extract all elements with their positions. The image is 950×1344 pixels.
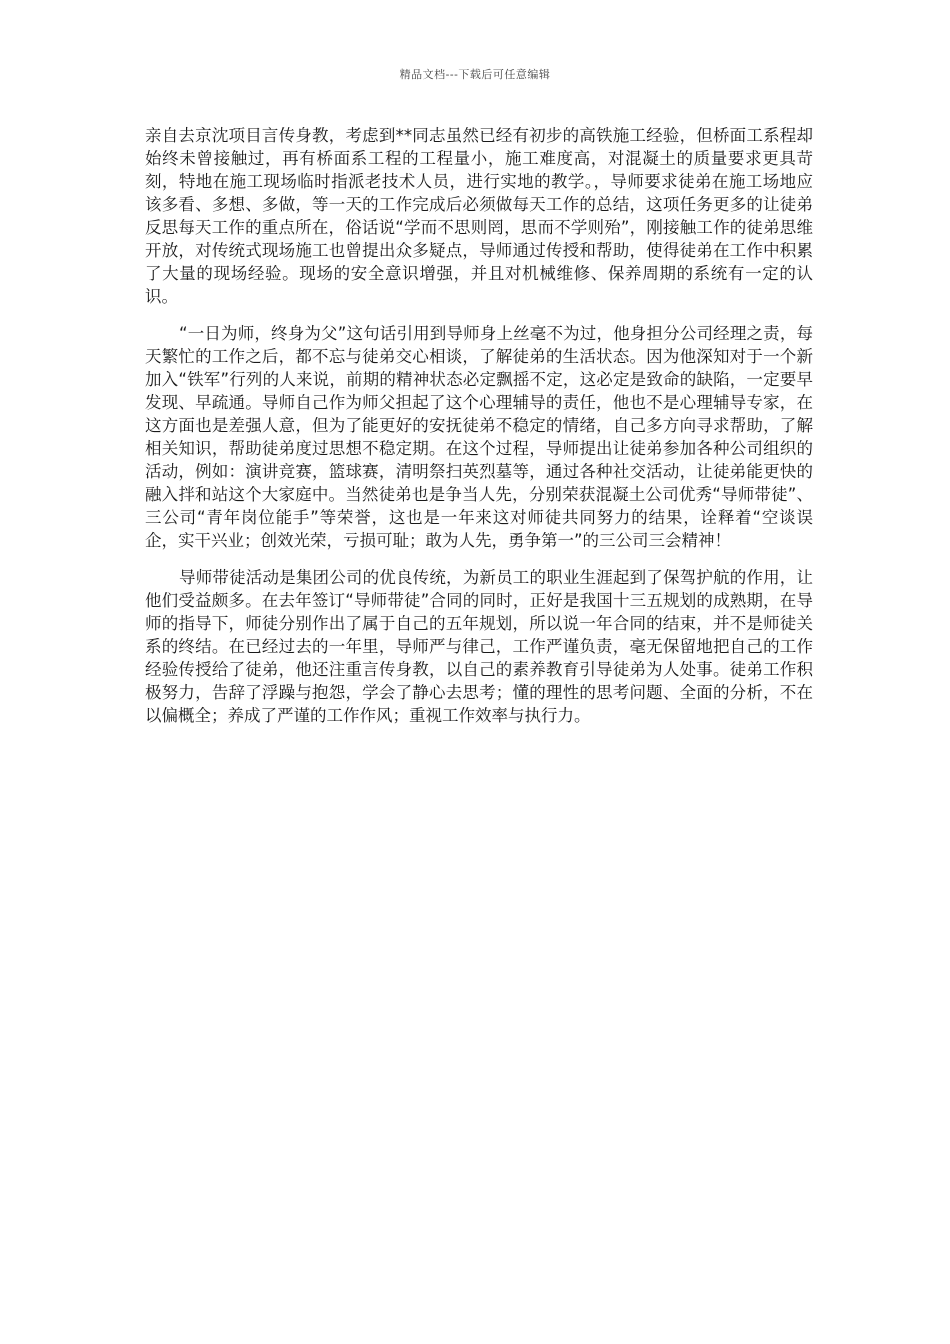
page-header: 精品文档---下载后可任意编辑 <box>399 68 551 81</box>
paragraph-3: 导师带徒活动是集团公司的优良传统，为新员工的职业生涯起到了保驾护航的作用，让他们受益颇多。在去年签订“导师带徒”合同的同时，正好是我国十三五规划的成熟期，在导师的指导下，师徒分别作出了属于自己的五年规划，所以说一年合同的结束，并不是师徒关系的终结。在已经过去的一年里，导师严与律己，工作严谨负责，毫无保留地把自己的工作经验传授给了徒弟，他还注重言传身教，以自己的素养教育引导徒弟为人处事。徒弟工作积极努力，告辞了浮躁与抱怨，学会了静心去思考；懂的理性的思考问题、全面的分析，不在以偏概全；养成了严谨的工作作风；重视工作效率与执行力。 <box>145 568 813 725</box>
document-body <box>145 124 813 741</box>
paragraph-2: “一日为师，终身为父”这句话引用到导师身上丝毫不为过，他身担分公司经理之责，每天繁忙的工作之后，都不忘与徒弟交心相谈，了解徒弟的生活状态。因为他深知对于一个新加入“铁军”行列的人来说，前期的精神状态必定飘摇不定，这必定是致命的缺陷，一定要早发现、早疏通。导师自己作为师父担起了这个心理辅导的责任，他也不是心理辅导专家，在这方面也是差强人意，但为了能更好的安抚徒弟不稳定的情绪，自己多方向寻求帮助，了解相关知识，帮助徒弟度过思想不稳定期。在这个过程，导师提出让徒弟参加各种公司组织的活动，例如：演讲竞赛，篮球赛，清明祭扫英烈墓等，通过各种社交活动，让徒弟能更快的融入拌和站这个大家庭中。当然徒弟也是争当人先，分别荣获混凝土公司优秀“导师带徒”、三公司“青年岗位能手”等荣誉，这也是一年来这对师徒共同努力的结果，诠释着“空谈误企，实干兴业；创效光荣，亏损可耻；敢为人先，勇争第一”的三公司三会精神！ <box>145 324 813 550</box>
paragraph-1: 亲自去京沈项目言传身教，考虑到**同志虽然已经有初步的高铁施工经验，但桥面工系程却始终未曾接触过，再有桥面系工程的工程量小，施工难度高，对混凝土的质量要求更具苛刻，特地在施工现场临时指派老技术人员，进行实地的教学。，导师要求徒弟在施工场地应该多看、多想、多做，等一天的工作完成后必须做每天工作的总结，这项任务更多的让徒弟反思每天工作的重点所在，俗话说“学而不思则罔，思而不学则殆”，刚接触工作的徒弟思维开放，对传统式现场施工也曾提出众多疑点，导师通过传授和帮助，使得徒弟在工作中积累了大量的现场经验。现场的安全意识增强，并且对机械维修、保养周期的系统有一定的认识。 <box>145 126 813 306</box>
